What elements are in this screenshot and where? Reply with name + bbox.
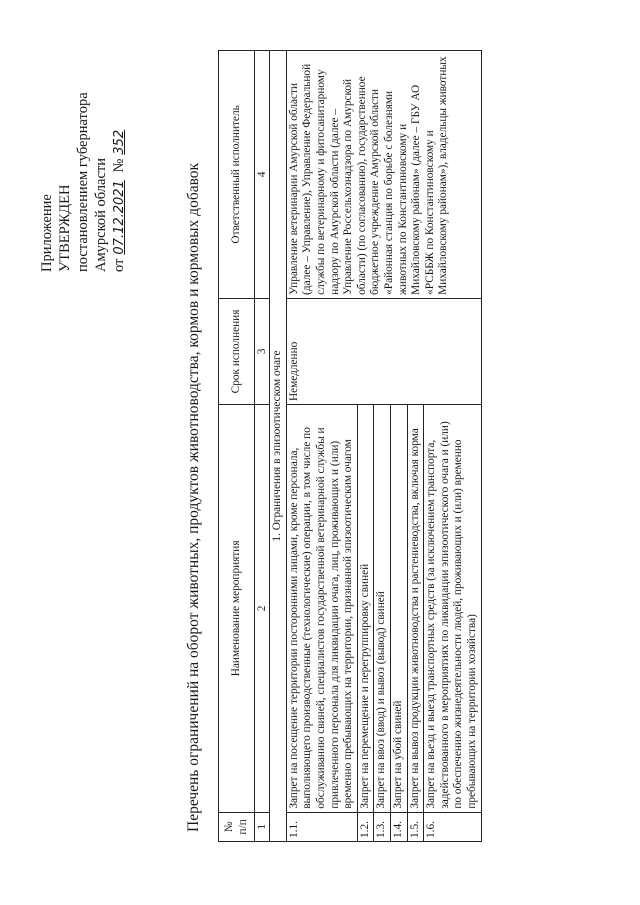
- measure-name: Запрет на ввоз (ввод) и вывоз (вывод) свиней: [374, 405, 391, 813]
- header-responsible: Ответственный исполнитель: [219, 51, 255, 299]
- date-prefix: от: [111, 258, 127, 272]
- approval-header: [38, 92, 129, 272]
- col-number: 2: [255, 405, 270, 813]
- decree-date-line: [110, 92, 129, 272]
- measure-name: Запрет на посещение территории посторонними лицами, кроме персонала, выполняющего производственные (технологические) операции, в том числе по обслуживанию свиней, специалистов государственной ветеринарной службы и привлеченного персонала для ликвидации очага, лиц, проживающих и (или) временно пребывающих на территории, признанной эпизоотическим очагом: [286, 405, 357, 813]
- decree-label: постановлением губернатора: [75, 92, 91, 272]
- rotated-document-sheet: [20, 27, 620, 872]
- appendix-label: Приложение: [39, 194, 55, 272]
- header-num: № п/п: [219, 812, 255, 841]
- col-number: 4: [255, 51, 270, 299]
- row-number: 1.3.: [374, 812, 391, 841]
- measure-term: Немедленно: [286, 298, 481, 404]
- column-number-row: [255, 51, 270, 842]
- row-number: 1.1.: [286, 812, 357, 841]
- document-title: Перечень ограничений на оборот животных, продуктов животноводства, кормов и кормовых добавок: [185, 162, 202, 832]
- row-number: 1.6.: [424, 812, 481, 841]
- section-title: 1. Ограничения в эпизоотическом очаге: [270, 51, 287, 842]
- measure-name: Запрет на въезд и выезд транспортных средств (за исключением транспорта, задействованного в мероприятиях по ликвидации эпизоотического очага и (или) по обеспечению жизнедеятельности людей, проживающих и (или) временно пребывающих на территории хозяйства): [424, 405, 481, 813]
- table-row: [286, 51, 357, 842]
- col-number: 3: [255, 298, 270, 404]
- approved-label: УТВЕРЖДЕН: [57, 184, 73, 272]
- measure-name: Запрет на вывоз продукции животноводства и растениеводства, включая корма: [407, 405, 424, 813]
- measure-responsible: Управление ветеринарии Амурской области (далее – Управление), Управление Федеральной службы по ветеринарному и фитосанитарному надзору по Амурской области (далее – Управление Россельхознадзора по Амурской области) (по согласованию), государственное бюджетное учреждение Амурской области «Районная станция по борьбе с болезнями животных по Константиновскому и Михайловскому районам» (далее – ГБУ АО «РСББЖ по Константиновскому и Михайловскому районам»), владельцы животных: [286, 51, 481, 299]
- number-sign: №: [111, 158, 127, 173]
- table-header-row: [219, 51, 255, 842]
- col-number: 1: [255, 812, 270, 841]
- row-number: 1.4.: [390, 812, 407, 841]
- section-row: [270, 51, 287, 842]
- region-label: Амурской области: [93, 158, 109, 272]
- header-name: Наименование мероприятия: [219, 405, 255, 813]
- measure-name: Запрет на перемещение и перегруппировку свиней: [357, 405, 374, 813]
- header-term: Срок исполнения: [219, 298, 255, 404]
- row-number: 1.5.: [407, 812, 424, 841]
- row-number: 1.2.: [357, 812, 374, 841]
- measures-table: [218, 50, 482, 842]
- decree-date: 07.12.2021: [112, 180, 127, 255]
- decree-number: 352: [112, 129, 127, 155]
- measure-name: Запрет на убой свиней: [390, 405, 407, 813]
